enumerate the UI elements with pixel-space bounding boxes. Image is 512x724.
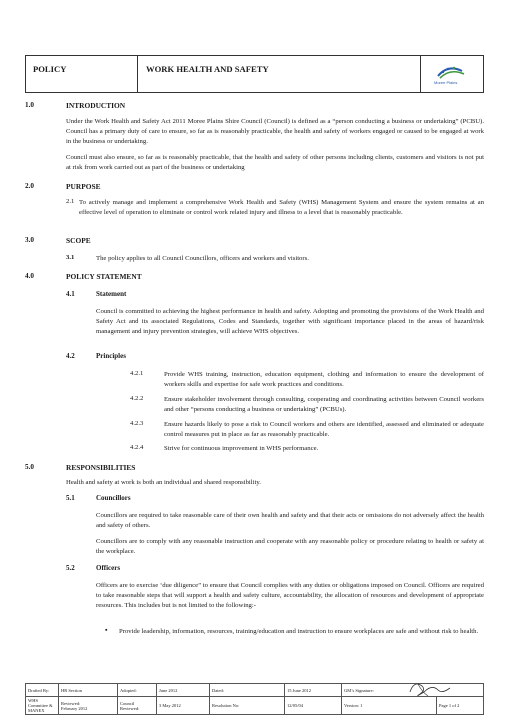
- dated-label: Dated:: [210, 684, 285, 697]
- subsection-title: Councillors: [96, 494, 131, 502]
- principle-text: Provide WHS training, instruction, education equipment, clothing and information to ensure the development of workers skills and expertise for safe work practices and conditions.: [164, 371, 484, 388]
- header-box: [25, 55, 484, 93]
- version-label: Version:: [344, 703, 359, 708]
- bullet-icon: ▪: [105, 626, 108, 634]
- adopted-label: Adopted:: [118, 684, 157, 697]
- paragraph: Under the Work Health and Safety Act 2011 Moree Plains Shire Council (Council) is defined as a “person conducting a business or undertaking” (PCBU). Council has a primary duty of care to ensure, so far as is reasonably practicable, the health and safety of workers engaged or caused to be engaged at work in the business or undertaking.: [66, 118, 484, 145]
- section-number: 3.0: [25, 236, 34, 244]
- section-title: PURPOSE: [66, 182, 101, 191]
- subsection-title: Principles: [96, 352, 126, 360]
- reviewed-label: Reviewed:: [61, 700, 81, 706]
- subsection-number: 4.1: [66, 290, 75, 298]
- logo-text: Moree Plains: [434, 80, 458, 85]
- paragraph: Health and safety at work is both an individual and shared responsibility.: [66, 479, 261, 486]
- drafted-by-value: HR Section: [59, 684, 118, 697]
- signature-icon: [404, 678, 454, 700]
- principle-text: Strive for continuous improvement in WHS performance.: [164, 445, 319, 452]
- paragraph: The policy applies to all Council Councillors, officers and workers and visitors.: [96, 255, 309, 262]
- paragraph: Officers are to exercise ‘due diligence” to ensure that Council complies with any duties or obligations imposed on Council. Officers are required to take reasonable steps that will support a health and safety culture, accountability, the allocation of resources and development of appropriate resources. This includes but is not limited to the following:-: [96, 582, 484, 609]
- section-title: SCOPE: [66, 236, 91, 245]
- principle-number: 4.2.2: [130, 395, 144, 402]
- gm-signature-label: GM’s Signature:: [342, 684, 484, 697]
- paragraph: Council is committed to achieving the highest performance in health and safety. Adopting and promoting the provisions of the Work Health and Safety Act and its associated Regulations, Codes and Standards, together with significant importance placed in the areas of hazard/risk management and injury prevention strategies, will achieve WHS objectives.: [96, 308, 484, 335]
- paragraph: Council must also ensure, so far as is reasonably practicable, that the health and safety of other persons including clients, customers and visitors is not put at risk from work carried out as part of the business or undertaking: [66, 154, 484, 171]
- version-value: 1: [360, 703, 363, 708]
- council-reviewed-label: Council Reviewed:: [118, 697, 157, 715]
- paragraph: Councillors are to comply with any reasonable instruction and cooperate with any reasonable policy or procedure relating to health or safety at the workplace.: [96, 538, 484, 555]
- paragraph: To actively manage and implement a comprehensive Work Health and Safety (WHS) Management System and ensure the system remains at an effective level of operation to eliminate or control work related injury and illness to a level that is reasonably practicable.: [79, 199, 484, 216]
- page-title: WORK HEALTH AND SAFETY: [146, 64, 269, 74]
- committee-label: WHS Committee & MANEX: [26, 697, 59, 715]
- section-title: POLICY STATEMENT: [66, 272, 142, 281]
- drafted-by-label: Drafted By:: [26, 684, 59, 697]
- principle-number: 4.2.1: [130, 370, 144, 377]
- subsection-number: 5.2: [66, 564, 75, 572]
- policy-label: POLICY: [33, 64, 67, 74]
- subsection-title: Officers: [96, 564, 121, 572]
- subsection-number: 4.2: [66, 352, 75, 360]
- adopted-value: June 2012: [157, 684, 210, 697]
- resolution-label: Resolution No:: [210, 697, 285, 715]
- page-number: Page 1 of 2: [437, 697, 484, 715]
- principle-number: 4.2.4: [130, 444, 144, 451]
- dated-value: 15 June 2012: [285, 684, 342, 697]
- bullet-text: Provide leadership, information, resources, training/education and instruction to ensure workplaces are safe and without risk to health.: [119, 628, 479, 635]
- section-number: 4.0: [25, 272, 34, 280]
- principle-number: 4.2.3: [130, 420, 144, 427]
- gm-signature: [404, 678, 454, 700]
- item-number: 3.1: [66, 254, 75, 261]
- section-number: 5.0: [25, 463, 34, 471]
- section-title: RESPONSIBILITIES: [66, 463, 136, 472]
- principle-text: Ensure stakeholder involvement through consulting, cooperating and coordinating activities between Council workers and other “persons conducting a business or undertaking” (PCBUs).: [164, 396, 484, 413]
- header-divider: [420, 55, 421, 93]
- subsection-number: 5.1: [66, 494, 75, 502]
- section-number: 1.0: [25, 101, 34, 109]
- council-reviewed-value: 3 May 2012: [157, 697, 210, 715]
- header-divider: [137, 55, 138, 93]
- section-number: 2.0: [25, 182, 34, 190]
- principle-text: Ensure hazards likely to pose a risk to Council workers and others are identified, assessed and eliminated or adequate control measures put in place as far as reasonably practicable.: [164, 421, 484, 438]
- council-logo: [428, 62, 476, 88]
- resolution-value: 12/05/04: [285, 697, 342, 715]
- paragraph: Councillors are required to take reasonable care of their own health and safety and that their acts or omissions do not adversely affect the health and safety of others.: [96, 512, 484, 529]
- item-number: 2.1: [66, 198, 75, 205]
- subsection-title: Statement: [96, 290, 127, 298]
- reviewed-cell: [59, 697, 118, 715]
- section-title: INTRODUCTION: [66, 101, 126, 110]
- reviewed-value: February 2012: [61, 705, 88, 711]
